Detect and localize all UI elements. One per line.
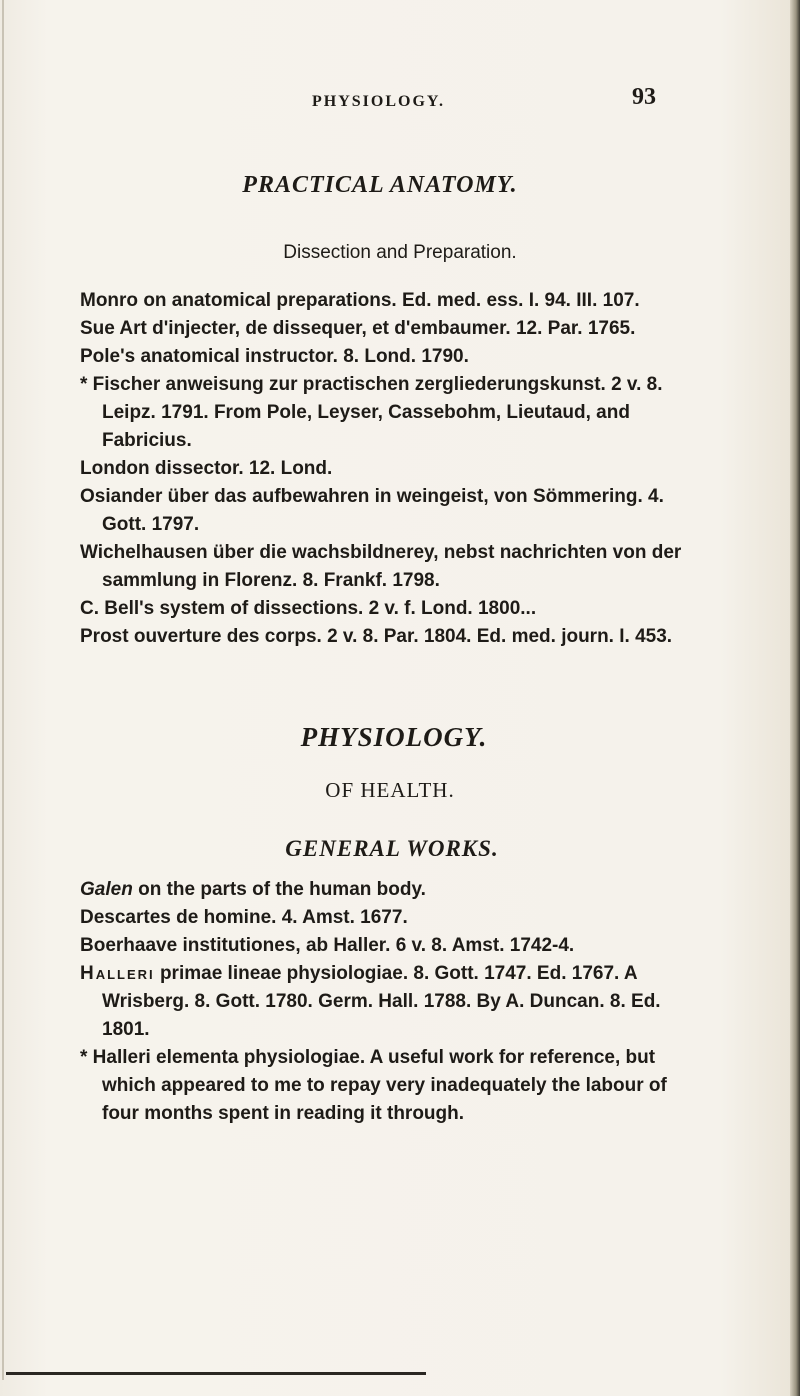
of-health-subheading: OF HEALTH. — [325, 778, 455, 802]
book-spine-edge — [790, 0, 800, 1396]
list-item: Osiander über das aufbewahren in weingeist, von Sömmering. 4. Gott. 1797. — [80, 486, 664, 535]
entry-text: * Halleri elementa physiologiae. A useful work for reference, but which appeared to me to repay very inadequately the labour of four months spent in reading it through. — [80, 1047, 667, 1124]
physiology-heading: PHYSIOLOGY. — [300, 722, 488, 752]
list-item: London dissector. 12. Lond. — [80, 458, 333, 479]
list-item: * Fischer anweisung zur practischen zergliederungskunst. 2 v. 8. Leipz. 1791. From Pole, Leyser, Cassebohm, Lieutaud, and Fabricius. — [80, 374, 663, 451]
dissection-subheading: Dissection and Preparation. — [283, 242, 517, 263]
list-item: Wichelhausen über die wachsbildnerey, nebst nachrichten von der sammlung in Florenz. 8. Frankf. 1798. — [80, 542, 682, 591]
list-item — [80, 876, 690, 904]
author-name: Galen — [80, 879, 133, 900]
list-item: Prost ouverture des corps. 2 v. 8. Par. 1804. Ed. med. journ. I. 453. — [80, 626, 673, 647]
practical-anatomy-heading: PRACTICAL ANATOMY. — [242, 172, 518, 198]
entry-text: Boerhaave institutiones, ab Haller. 6 v. 8. Amst. 1742-4. — [80, 935, 575, 956]
anatomy-bibliography-list — [80, 287, 690, 651]
list-item — [80, 932, 690, 960]
author-name: Halleri — [80, 963, 155, 984]
list-item: Sue Art d'injecter, de dissequer, et d'embaumer. 12. Par. 1765. — [80, 318, 636, 339]
entry-text: on the parts of the human body. — [132, 879, 426, 900]
list-item — [80, 1044, 690, 1128]
running-head: PHYSIOLOGY. — [312, 93, 445, 110]
list-item: C. Bell's system of dissections. 2 v. f. Lond. 1800... — [80, 598, 537, 619]
list-item: Monro on anatomical preparations. Ed. med. ess. I. 94. III. 107. — [80, 290, 640, 311]
page-bottom-edge — [6, 1372, 426, 1375]
general-works-heading: GENERAL WORKS. — [285, 836, 499, 861]
list-item — [80, 960, 690, 1044]
list-item: Pole's anatomical instructor. 8. Lond. 1790. — [80, 346, 469, 367]
entry-text: primae lineae physiologiae. 8. Gott. 1747. Ed. 1767. A Wrisberg. 8. Gott. 1780. Germ. Hall. 1788. By A. Duncan. 8. Ed. 1801. — [102, 963, 661, 1040]
entry-text: Descartes de homine. 4. Amst. 1677. — [80, 907, 408, 928]
page-left-edge — [2, 0, 4, 1380]
page-number: 93 — [632, 84, 656, 110]
list-item — [80, 904, 690, 932]
general-works-list — [80, 876, 690, 1128]
